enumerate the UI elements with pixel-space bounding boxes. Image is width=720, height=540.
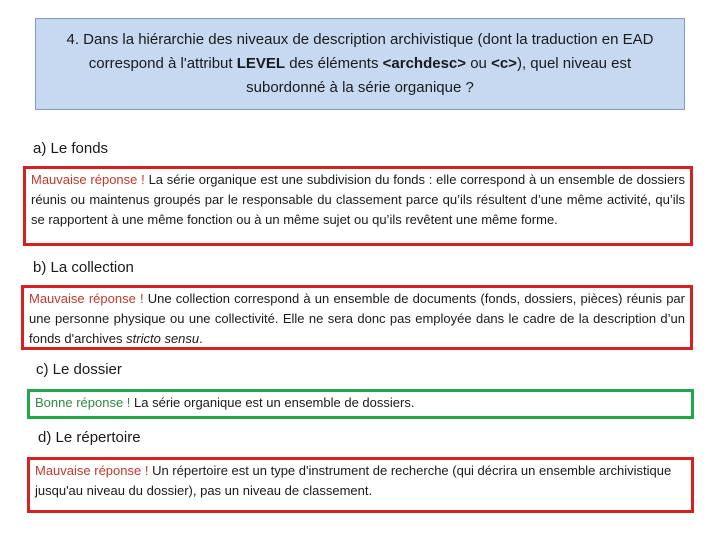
option-b-verdict: Mauvaise réponse ! (29, 291, 144, 306)
option-b-explanation-end: . (199, 331, 203, 346)
question-text (50, 28, 670, 100)
question-attr-level: LEVEL (236, 55, 286, 72)
question-text-mid2: ou (466, 55, 492, 72)
option-c-explanation: La série organique est un ensemble de dossiers. (134, 395, 415, 410)
option-c-verdict: Bonne réponse ! (35, 395, 131, 410)
option-d-feedback (27, 457, 694, 513)
option-d-verdict: Mauvaise réponse ! (35, 463, 149, 478)
question-tag-c: <c> (491, 55, 517, 72)
option-c-feedback (27, 389, 694, 419)
option-a-explanation: La série organique est une subdivision du fonds : elle correspond à un ensemble de dossiers réunis ou maintenus groupés par le responsable du classement parce qu’ils résultent d’une même activité, qu’ils se rapportent à une même fonction ou à un même sujet ou qu’ils revêtent une même forme. (31, 172, 686, 227)
question-box (35, 18, 685, 110)
question-number: 4. (66, 31, 79, 48)
option-d-label[interactable]: d) Le répertoire (38, 429, 141, 446)
option-c-label[interactable]: c) Le dossier (36, 361, 122, 378)
question-text-pre: Dans la hiérarchie des niveaux de description archivistique (dont la traduction en EAD correspond à l'attribut (83, 31, 654, 72)
option-a-feedback (23, 166, 693, 246)
option-b-explanation-italic: stricto sensu (126, 331, 200, 346)
option-b-feedback (21, 285, 693, 350)
option-a-verdict: Mauvaise réponse ! (31, 172, 145, 187)
question-text-mid: des éléments (285, 55, 383, 72)
option-d-explanation: Un répertoire est un type d'instrument de recherche (qui décrira un ensemble archivistique jusqu'au niveau du dossier), pas un niveau de classement. (35, 463, 672, 498)
option-b-label[interactable]: b) La collection (33, 259, 134, 276)
option-b-explanation: Une collection correspond à un ensemble de documents (fonds, dossiers, pièces) réunis par une personne physique ou une collectivité. Elle ne sera donc pas employée dans le cadre de la description d’un fonds d'archives (29, 291, 685, 346)
question-text-post: ), quel niveau est subordonné à la série organique ? (246, 55, 632, 96)
option-a-label[interactable]: a) Le fonds (33, 140, 109, 157)
question-tag-archdesc: <archdesc> (382, 55, 467, 72)
